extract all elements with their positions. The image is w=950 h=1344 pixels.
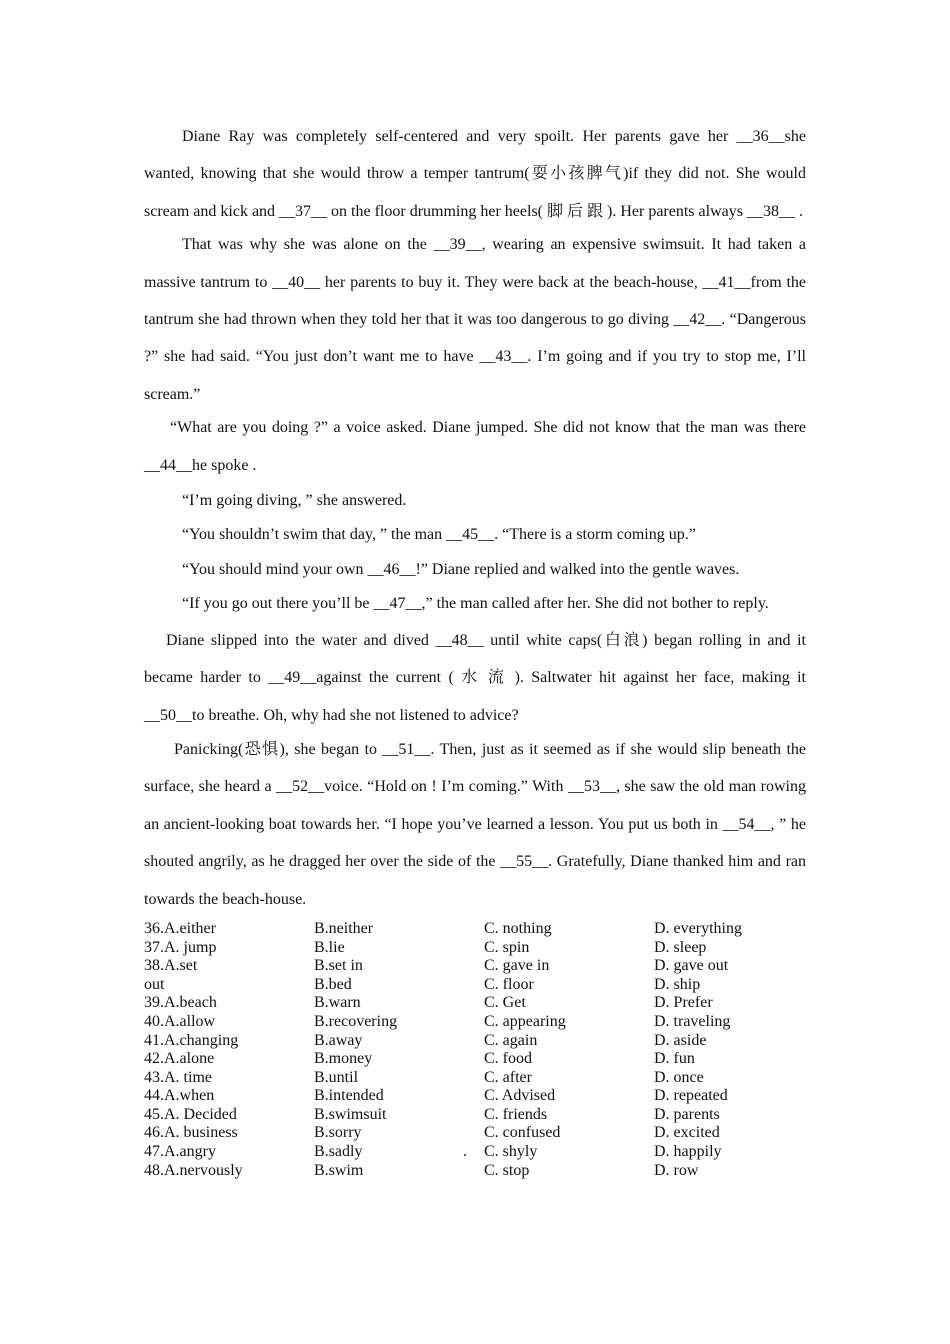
passage-paragraph-4: “I’m going diving, ” she answered. [182,492,407,510]
option-c: C. nothing [484,919,552,937]
option-row-36 [144,920,806,939]
option-c: C. gave in [484,957,550,975]
option-row-48 [144,1162,806,1181]
option-row-46 [144,1124,806,1143]
option-c: C. stop [484,1161,530,1179]
passage-paragraph-3: “What are you doing ?” a voice asked. Diane jumped. She did not know that the man was there __44__he spoke . [144,419,806,474]
worksheet-page [144,118,806,1180]
option-b: B.set in [314,957,363,975]
option-b: B.bed [314,975,352,993]
option-d: D. parents [654,1105,720,1123]
option-c: C. floor [484,975,534,993]
option-a: 48.A.nervously [144,1161,243,1179]
option-b: B.sorry [314,1124,362,1142]
option-d: D. traveling [654,1012,731,1030]
option-d: D. happily [654,1143,722,1161]
option-d: D. Prefer [654,994,713,1012]
option-a: 36.A.either [144,919,216,937]
option-a: 38.A.set [144,957,198,975]
option-d: D. gave out [654,957,729,975]
option-b: B.warn [314,994,361,1012]
option-a: out [144,975,165,993]
option-b: B.money [314,1050,373,1068]
option-row-41 [144,1032,806,1051]
option-b: B.lie [314,938,345,956]
option-b: B.neither [314,919,374,937]
stray-mark: . [463,1143,467,1161]
option-a: 40.A.allow [144,1012,216,1030]
option-b: B.swimsuit [314,1105,387,1123]
option-c: C. food [484,1050,532,1068]
option-d: D. row [654,1161,699,1179]
option-row-43 [144,1069,806,1088]
option-row-38-continued [144,976,806,995]
passage-paragraph-2: That was why she was alone on the __39__, wearing an expensive swimsuit. It had taken a massive tantrum to __40__ her parents to buy it. They were back at the beach-house, __41__from the tantrum she had thrown when they told her that it was too dangerous to go diving __42__. “Dangerous ?” she had said. “You just don’t want me to have __43__. I’m going and if you try to stop me, I’ll scream.” [144,236,806,403]
passage-paragraph-5: “You shouldn’t swim that day, ” the man __45__. “There is a storm coming up.” [182,526,696,544]
option-a: 39.A.beach [144,994,217,1012]
option-b: B.swim [314,1161,364,1179]
option-c: C. appearing [484,1012,566,1030]
option-d: D. aside [654,1031,707,1049]
passage-paragraph-7: “If you go out there you’ll be __47__,” the man called after her. She did not bother to reply. [182,595,769,613]
passage-paragraph-8: Diane slipped into the water and dived __48__ until white caps(白浪) began rolling in and it became harder to __49__against the current ( 水 流 ). Saltwater hit against her face, making it __50__to breathe. Oh, why had she not listened to advice? [144,631,806,724]
option-a: 47.A.angry [144,1143,216,1161]
option-c: C. after [484,1068,532,1086]
option-d: D. everything [654,919,742,937]
option-row-47 [144,1143,806,1162]
option-a: 37.A. jump [144,938,217,956]
option-d: D. ship [654,975,701,993]
option-row-38 [144,957,806,976]
option-row-40 [144,1013,806,1032]
option-c: C. Get [484,994,526,1012]
option-d: D. excited [654,1124,720,1142]
passage-paragraph-9: Panicking(恐惧), she began to __51__. Then, just as it seemed as if she would slip beneath the surface, she heard a __52__voice. “Hold on ! I’m coming.” With __53__, she saw the old man rowing an ancient-looking boat towards her. “I hope you’ve learned a lesson. You put us both in __54__, ” he shouted angrily, as he dragged her over the side of the __55__. Gratefully, Diane thanked him and ran towards the beach-house. [144,740,806,908]
option-c: C. shyly [484,1143,538,1161]
option-b: B.intended [314,1087,384,1105]
option-row-37 [144,939,806,958]
options-table [144,920,806,1180]
option-a: 44.A.when [144,1087,215,1105]
option-b: B.away [314,1031,363,1049]
option-c: C. again [484,1031,538,1049]
option-a: 46.A. business [144,1124,238,1142]
option-a: 45.A. Decided [144,1105,237,1123]
option-row-42 [144,1050,806,1069]
option-b: B.until [314,1068,359,1086]
passage-paragraph-6: “You should mind your own __46__!” Diane replied and walked into the gentle waves. [182,560,740,578]
option-row-39 [144,994,806,1013]
option-d: D. repeated [654,1087,728,1105]
option-c: C. friends [484,1105,548,1123]
option-b: B.recovering [314,1012,398,1030]
option-row-44 [144,1087,806,1106]
passage-paragraph-1: Diane Ray was completely self-centered and very spoilt. Her parents gave her __36__she wanted, knowing that she would throw a temper tantrum(耍小孩脾气)if they did not. She would scream and kick and __37__ on the floor drumming her heels( 脚 后 跟 ). Her parents always __38__ . [144,128,806,220]
option-c: C. Advised [484,1087,556,1105]
option-a: 41.A.changing [144,1031,239,1049]
option-c-cell [463,1143,654,1162]
option-row-45 [144,1106,806,1125]
option-a: 43.A. time [144,1068,212,1086]
option-a: 42.A.alone [144,1050,215,1068]
option-b: B.sadly [314,1143,363,1161]
option-c: C. confused [484,1124,561,1142]
option-d: D. sleep [654,938,707,956]
option-d: D. fun [654,1050,695,1068]
option-c: C. spin [484,938,530,956]
option-d: D. once [654,1068,704,1086]
